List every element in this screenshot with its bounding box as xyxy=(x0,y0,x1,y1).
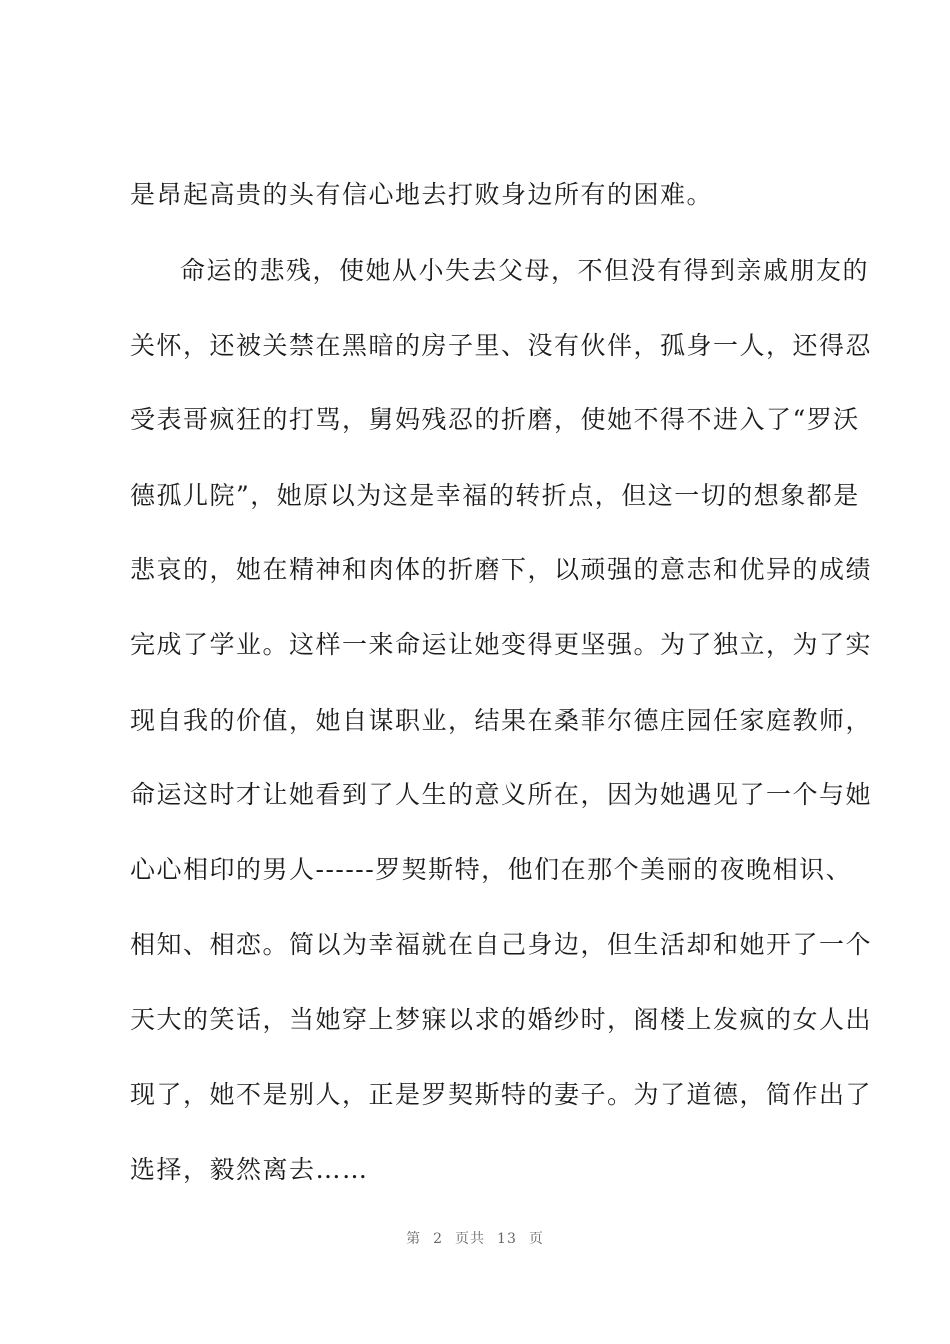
text-line-9: 命运这时才让她看到了人生的意义所在，因为她遇见了一个与她 xyxy=(130,780,873,809)
footer-suffix: 页 xyxy=(528,1231,544,1247)
text-line-7: 完成了学业。这样一来命运让她变得更坚强。为了独立，为了实 xyxy=(130,630,873,659)
footer-prefix: 第 xyxy=(406,1231,422,1247)
page-footer xyxy=(0,1228,950,1248)
text-line-6: 悲哀的，她在精神和肉体的折磨下，以顽强的意志和优异的成绩 xyxy=(130,555,873,584)
text-line-8: 现自我的价值，她自谋职业，结果在桑菲尔德庄园任家庭教师， xyxy=(130,706,873,735)
text-line-3: 关怀，还被关禁在黑暗的房子里、没有伙伴，孤身一人，还得忍 xyxy=(130,331,873,360)
text-line-10: 心心相印的男人------罗契斯特，他们在那个美丽的夜晚相识、 xyxy=(130,855,853,884)
text-line-4: 受表哥疯狂的打骂，舅妈残忍的折磨，使她不得不进入了“罗沃 xyxy=(130,405,860,434)
text-line-5: 德孤儿院”，她原以为这是幸福的转折点，但这一切的想象都是 xyxy=(130,481,860,510)
text-line-1: 是昂起高贵的头有信心地去打败身边所有的困难。 xyxy=(130,180,714,209)
footer-page-number: 2 xyxy=(433,1231,444,1247)
footer-mid: 页共 xyxy=(455,1231,486,1247)
footer-total-pages: 13 xyxy=(497,1231,517,1247)
text-line-2: 命运的悲残，使她从小失去父母，不但没有得到亲戚朋友的 xyxy=(180,256,870,285)
text-line-12: 天大的笑话，当她穿上梦寐以求的婚纱时，阁楼上发疯的女人出 xyxy=(130,1005,873,1034)
text-line-11: 相知、相恋。简以为幸福就在自己身边，但生活却和她开了一个 xyxy=(130,930,873,959)
text-line-13: 现了，她不是别人，正是罗契斯特的妻子。为了道德，简作出了 xyxy=(130,1080,873,1109)
text-line-14: 选择，毅然离去…… xyxy=(130,1155,369,1184)
